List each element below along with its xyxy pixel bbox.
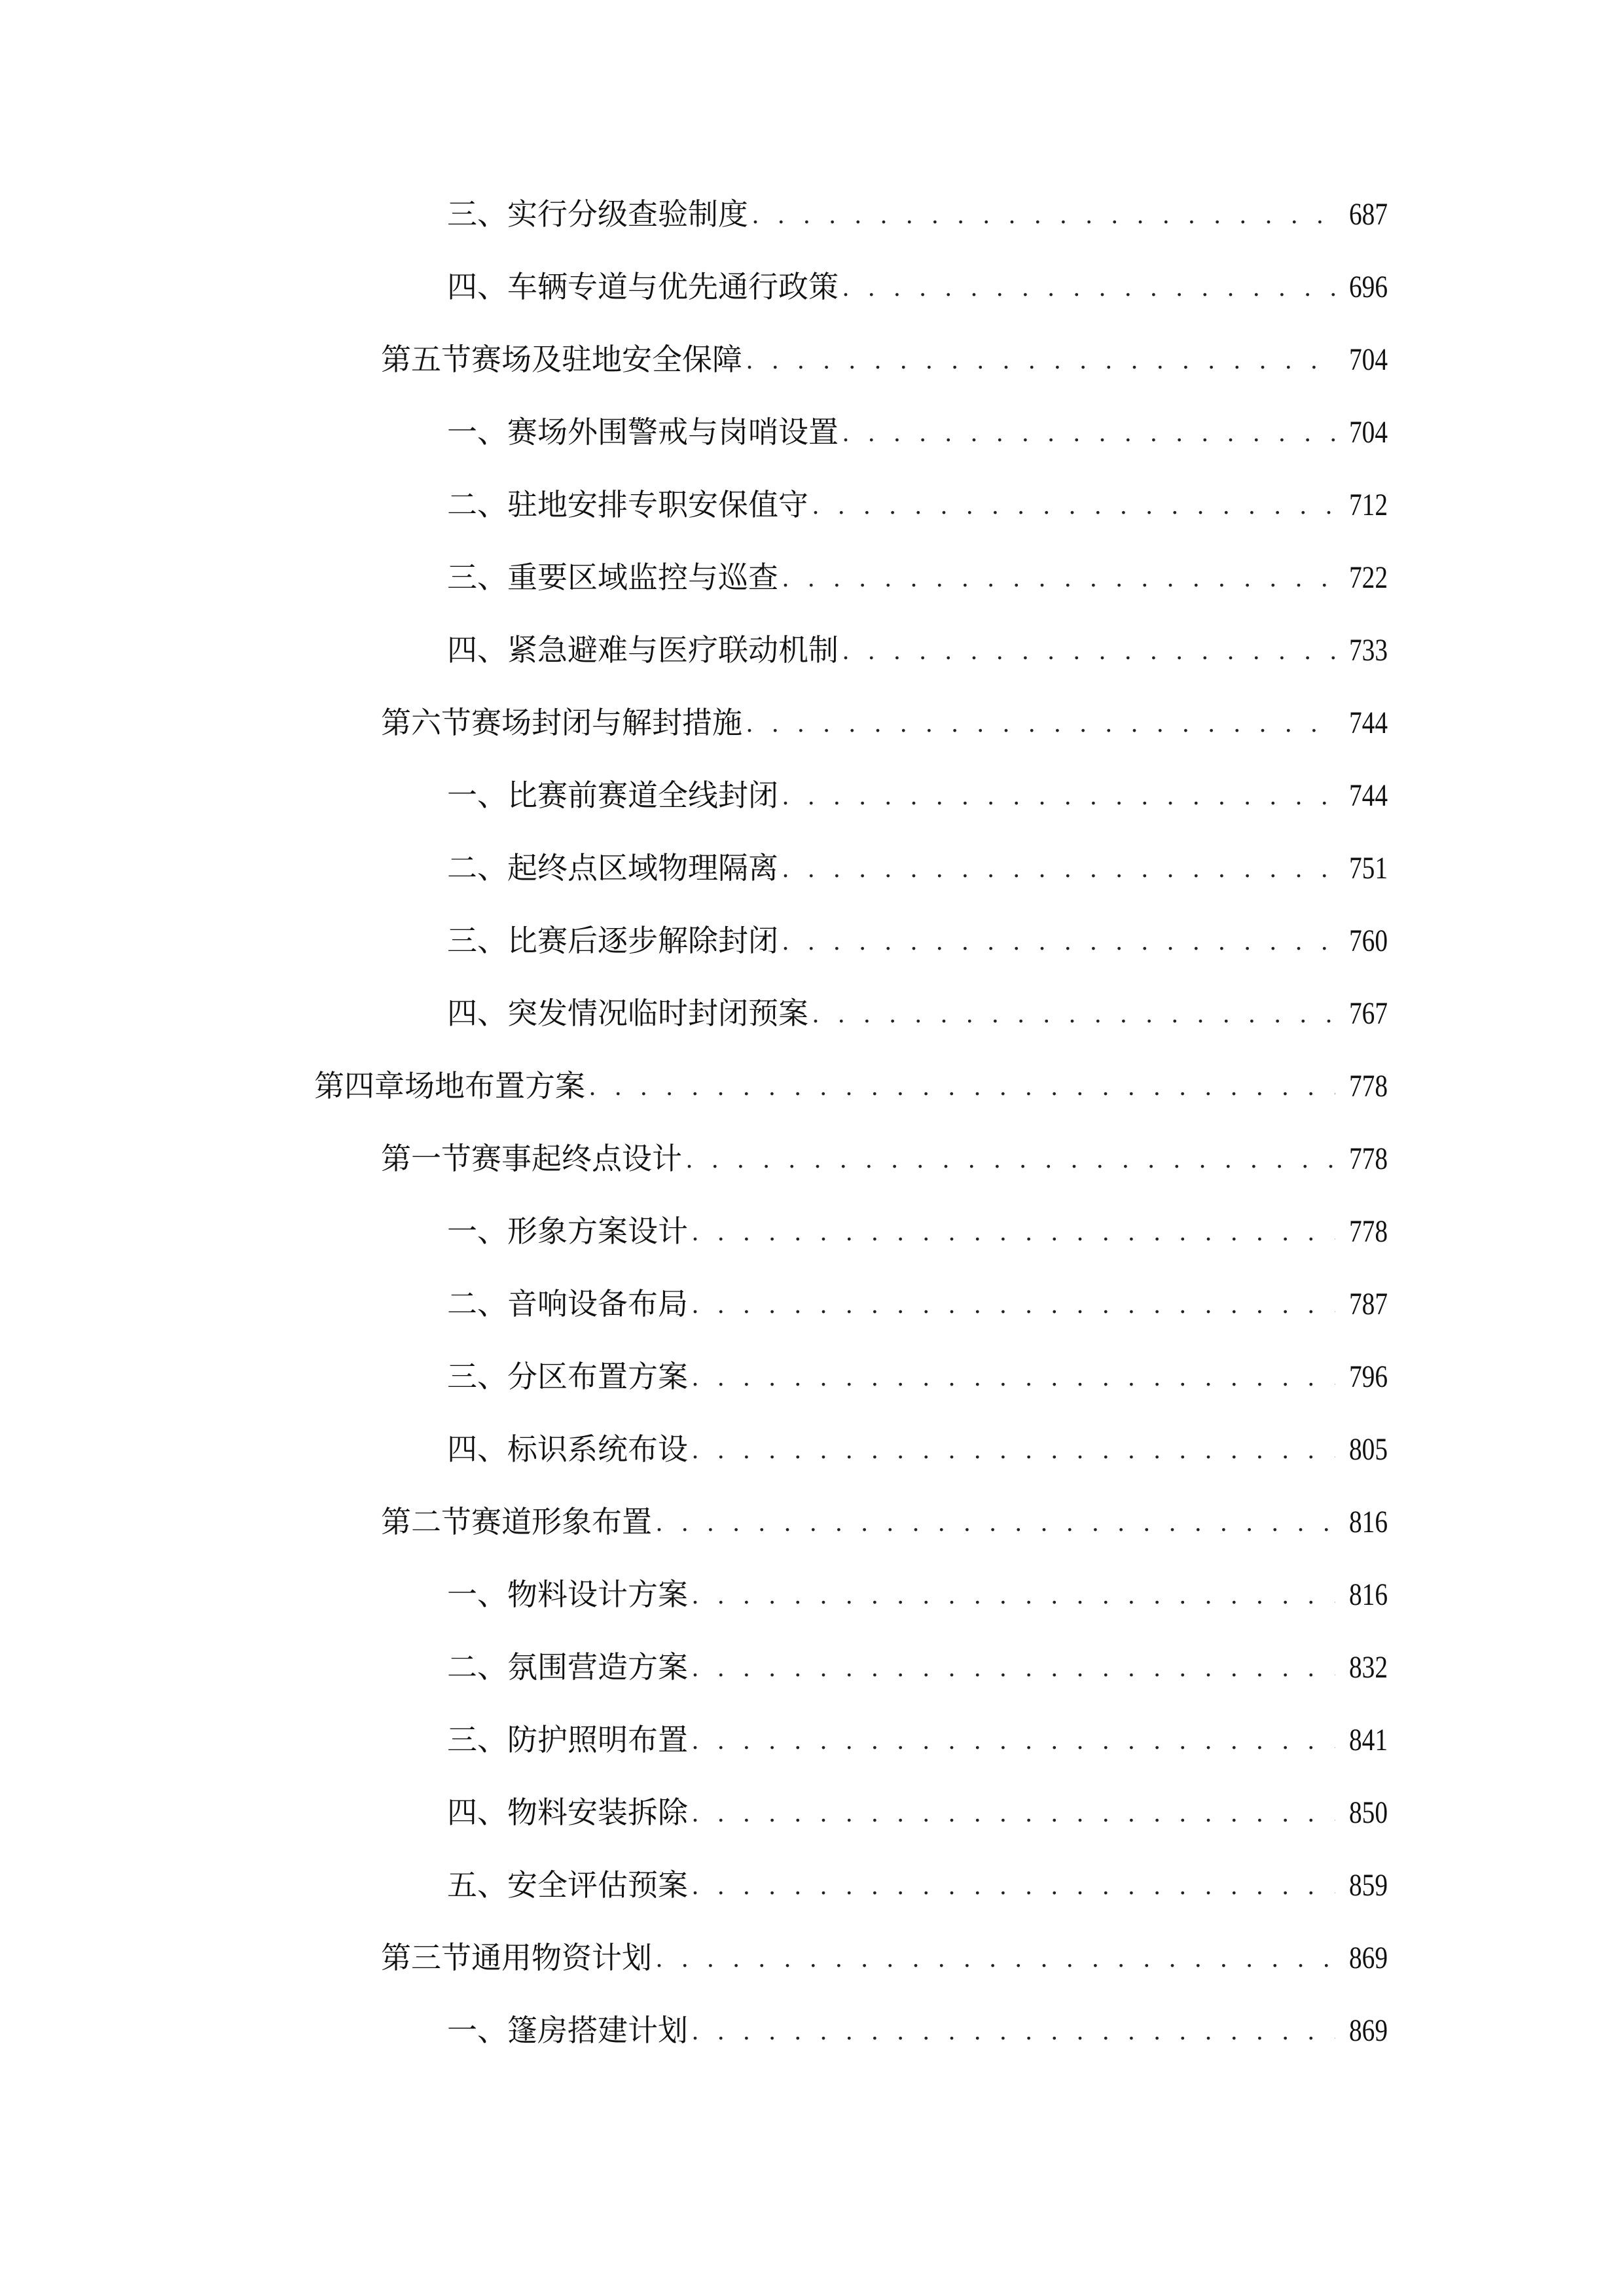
toc-entry-page-number: 869 — [1348, 2013, 1388, 2048]
toc-entry-title: 赛场及驻地安全保障 — [471, 343, 742, 376]
toc-entry-page-number: 744 — [1348, 706, 1388, 740]
toc-entry-page-number: 778 — [1348, 1141, 1388, 1176]
dot-leader — [686, 1139, 1335, 1179]
toc-entry-marker: 第一节 — [381, 1142, 471, 1175]
toc-entry-page-number: 704 — [1348, 415, 1388, 450]
toc-entry-marker: 三、 — [447, 561, 507, 594]
toc-entry-item[interactable] — [447, 776, 1388, 816]
dot-leader — [782, 849, 1335, 888]
toc-entry-item[interactable] — [447, 195, 1388, 234]
toc-entry-marker: 三、 — [447, 924, 507, 958]
toc-entry-page-number: 869 — [1348, 1941, 1388, 1975]
toc-entry-page-number: 796 — [1348, 1359, 1388, 1394]
toc-entry-marker: 第六节 — [381, 706, 471, 740]
toc-entry-section[interactable] — [381, 704, 1388, 743]
toc-entry-marker: 三、 — [447, 1360, 507, 1393]
toc-entry-item[interactable] — [447, 1721, 1388, 1760]
toc-entry-title: 比赛后逐步解除封闭 — [507, 924, 778, 958]
toc-entry-marker: 四、 — [447, 1796, 507, 1829]
toc-entry-title: 赛场封闭与解封措施 — [471, 706, 742, 740]
toc-entry-title: 物料安装拆除 — [507, 1796, 688, 1829]
toc-entry-marker: 四、 — [447, 997, 507, 1030]
toc-entry-title: 氛围营造方案 — [507, 1651, 688, 1684]
dot-leader — [692, 1575, 1335, 1615]
toc-entry-title: 形象方案设计 — [507, 1215, 688, 1248]
dot-leader — [692, 1648, 1335, 1687]
toc-entry-marker: 二、 — [447, 852, 507, 885]
toc-entry-title: 通用物资计划 — [471, 1941, 652, 1975]
dot-leader — [812, 994, 1335, 1033]
dot-leader — [692, 1212, 1335, 1251]
toc-entry-marker: 一、 — [447, 1215, 507, 1248]
toc-entry-section[interactable] — [381, 1139, 1388, 1179]
toc-entry-page-number: 696 — [1348, 270, 1388, 304]
toc-entry-page-number: 859 — [1348, 1868, 1388, 1903]
toc-entry-marker: 第五节 — [381, 343, 471, 376]
toc-entry-title: 物料设计方案 — [507, 1578, 688, 1611]
toc-entry-item[interactable] — [447, 1648, 1388, 1687]
toc-entry-page-number: 722 — [1348, 560, 1388, 595]
toc-entry-page-number: 787 — [1348, 1287, 1388, 1321]
toc-entry-marker: 二、 — [447, 488, 507, 522]
toc-entry-title: 起终点区域物理隔离 — [507, 852, 778, 885]
toc-entry-title: 篷房搭建计划 — [507, 2014, 688, 2047]
toc-entry-item[interactable] — [447, 1866, 1388, 1905]
toc-entry-page-number: 704 — [1348, 342, 1388, 377]
toc-entry-item[interactable] — [447, 486, 1388, 525]
toc-entry-page-number: 767 — [1348, 996, 1388, 1031]
dot-leader — [842, 413, 1335, 452]
dot-leader — [692, 1721, 1335, 1760]
dot-leader — [692, 1866, 1335, 1905]
toc-entry-page-number: 712 — [1348, 488, 1388, 522]
dot-leader — [692, 1357, 1335, 1397]
dot-leader — [692, 1430, 1335, 1469]
toc-entry-page-number: 816 — [1348, 1577, 1388, 1612]
toc-entry-title: 车辆专道与优先通行政策 — [507, 270, 839, 304]
toc-entry-title: 突发情况临时封闭预案 — [507, 997, 808, 1030]
toc-entry-title: 场地布置方案 — [405, 1069, 585, 1103]
toc-entry-section[interactable] — [381, 340, 1388, 380]
toc-entry-marker: 二、 — [447, 1651, 507, 1684]
toc-entry-title: 防护照明布置 — [507, 1723, 688, 1757]
dot-leader — [589, 1067, 1335, 1106]
toc-entry-marker: 一、 — [447, 779, 507, 812]
toc-entry-marker: 五、 — [447, 1869, 507, 1902]
toc-entry-item[interactable] — [447, 1793, 1388, 1833]
toc-entry-item[interactable] — [447, 1285, 1388, 1324]
toc-entry-page-number: 816 — [1348, 1505, 1388, 1539]
toc-entry-marker: 第二节 — [381, 1505, 471, 1539]
toc-entry-title: 紧急避难与医疗联动机制 — [507, 634, 839, 667]
toc-entry-marker: 二、 — [447, 1287, 507, 1321]
toc-entry-page-number: 832 — [1348, 1650, 1388, 1685]
toc-entry-page-number: 805 — [1348, 1432, 1388, 1467]
toc-entry-marker: 三、 — [447, 1723, 507, 1757]
toc-entry-page-number: 841 — [1348, 1723, 1388, 1757]
toc-entry-section[interactable] — [381, 1503, 1388, 1542]
toc-entry-item[interactable] — [447, 1212, 1388, 1251]
toc-entry-item[interactable] — [447, 994, 1388, 1033]
toc-entry-item[interactable] — [447, 922, 1388, 961]
toc-entry-title: 驻地安排专职安保值守 — [507, 488, 808, 522]
toc-entry-title: 赛事起终点设计 — [471, 1142, 682, 1175]
dot-leader — [656, 1503, 1335, 1542]
toc-entry-item[interactable] — [447, 2011, 1388, 2051]
dot-leader — [692, 1285, 1335, 1324]
toc-entry-page-number: 751 — [1348, 851, 1388, 886]
toc-entry-marker: 第三节 — [381, 1941, 471, 1975]
toc-entry-marker: 三、 — [447, 198, 507, 231]
toc-entry-page-number: 760 — [1348, 924, 1388, 958]
toc-entry-item[interactable] — [447, 849, 1388, 888]
toc-entry-title: 安全评估预案 — [507, 1869, 688, 1902]
toc-entry-marker: 四、 — [447, 634, 507, 667]
dot-leader — [692, 1793, 1335, 1833]
toc-entry-marker: 第四章 — [314, 1069, 405, 1103]
toc-entry-title: 比赛前赛道全线封闭 — [507, 779, 778, 812]
toc-entry-item[interactable] — [447, 413, 1388, 452]
dot-leader — [842, 268, 1335, 307]
toc-entry-item[interactable] — [447, 1575, 1388, 1615]
toc-entry-marker: 一、 — [447, 1578, 507, 1611]
dot-leader — [746, 340, 1335, 380]
toc-entry-item[interactable] — [447, 558, 1388, 598]
toc-entry-title: 重要区域监控与巡查 — [507, 561, 778, 594]
toc-entry-title: 赛道形象布置 — [471, 1505, 652, 1539]
toc-entry-title: 标识系统布设 — [507, 1433, 688, 1466]
dot-leader — [842, 631, 1335, 670]
toc-entry-title: 分区布置方案 — [507, 1360, 688, 1393]
toc-entry-page-number: 687 — [1348, 197, 1388, 232]
toc-entry-title: 音响设备布局 — [507, 1287, 688, 1321]
toc-entry-marker: 四、 — [447, 1433, 507, 1466]
toc-entry-item[interactable] — [447, 1430, 1388, 1469]
dot-leader — [782, 558, 1335, 598]
toc-entry-title: 实行分级查验制度 — [507, 198, 748, 231]
toc-entry-page-number: 744 — [1348, 778, 1388, 813]
toc-entry-item[interactable] — [447, 268, 1388, 307]
toc-entry-section[interactable] — [381, 1939, 1388, 1978]
toc-entry-marker: 一、 — [447, 2014, 507, 2047]
toc-entry-page-number: 850 — [1348, 1795, 1388, 1830]
toc-entry-marker: 四、 — [447, 270, 507, 304]
toc-entry-page-number: 733 — [1348, 633, 1388, 668]
dot-leader — [812, 486, 1335, 525]
dot-leader — [752, 195, 1335, 234]
dot-leader — [782, 922, 1335, 961]
toc-entry-chapter[interactable] — [314, 1067, 1388, 1106]
dot-leader — [692, 2011, 1335, 2051]
toc-entry-item[interactable] — [447, 631, 1388, 670]
toc-entry-item[interactable] — [447, 1357, 1388, 1397]
dot-leader — [782, 776, 1335, 816]
dot-leader — [656, 1939, 1335, 1978]
dot-leader — [746, 704, 1335, 743]
toc-entry-page-number: 778 — [1348, 1214, 1388, 1249]
toc-entry-marker: 一、 — [447, 416, 507, 449]
toc-entry-title: 赛场外围警戒与岗哨设置 — [507, 416, 839, 449]
toc-entry-page-number: 778 — [1348, 1069, 1388, 1103]
